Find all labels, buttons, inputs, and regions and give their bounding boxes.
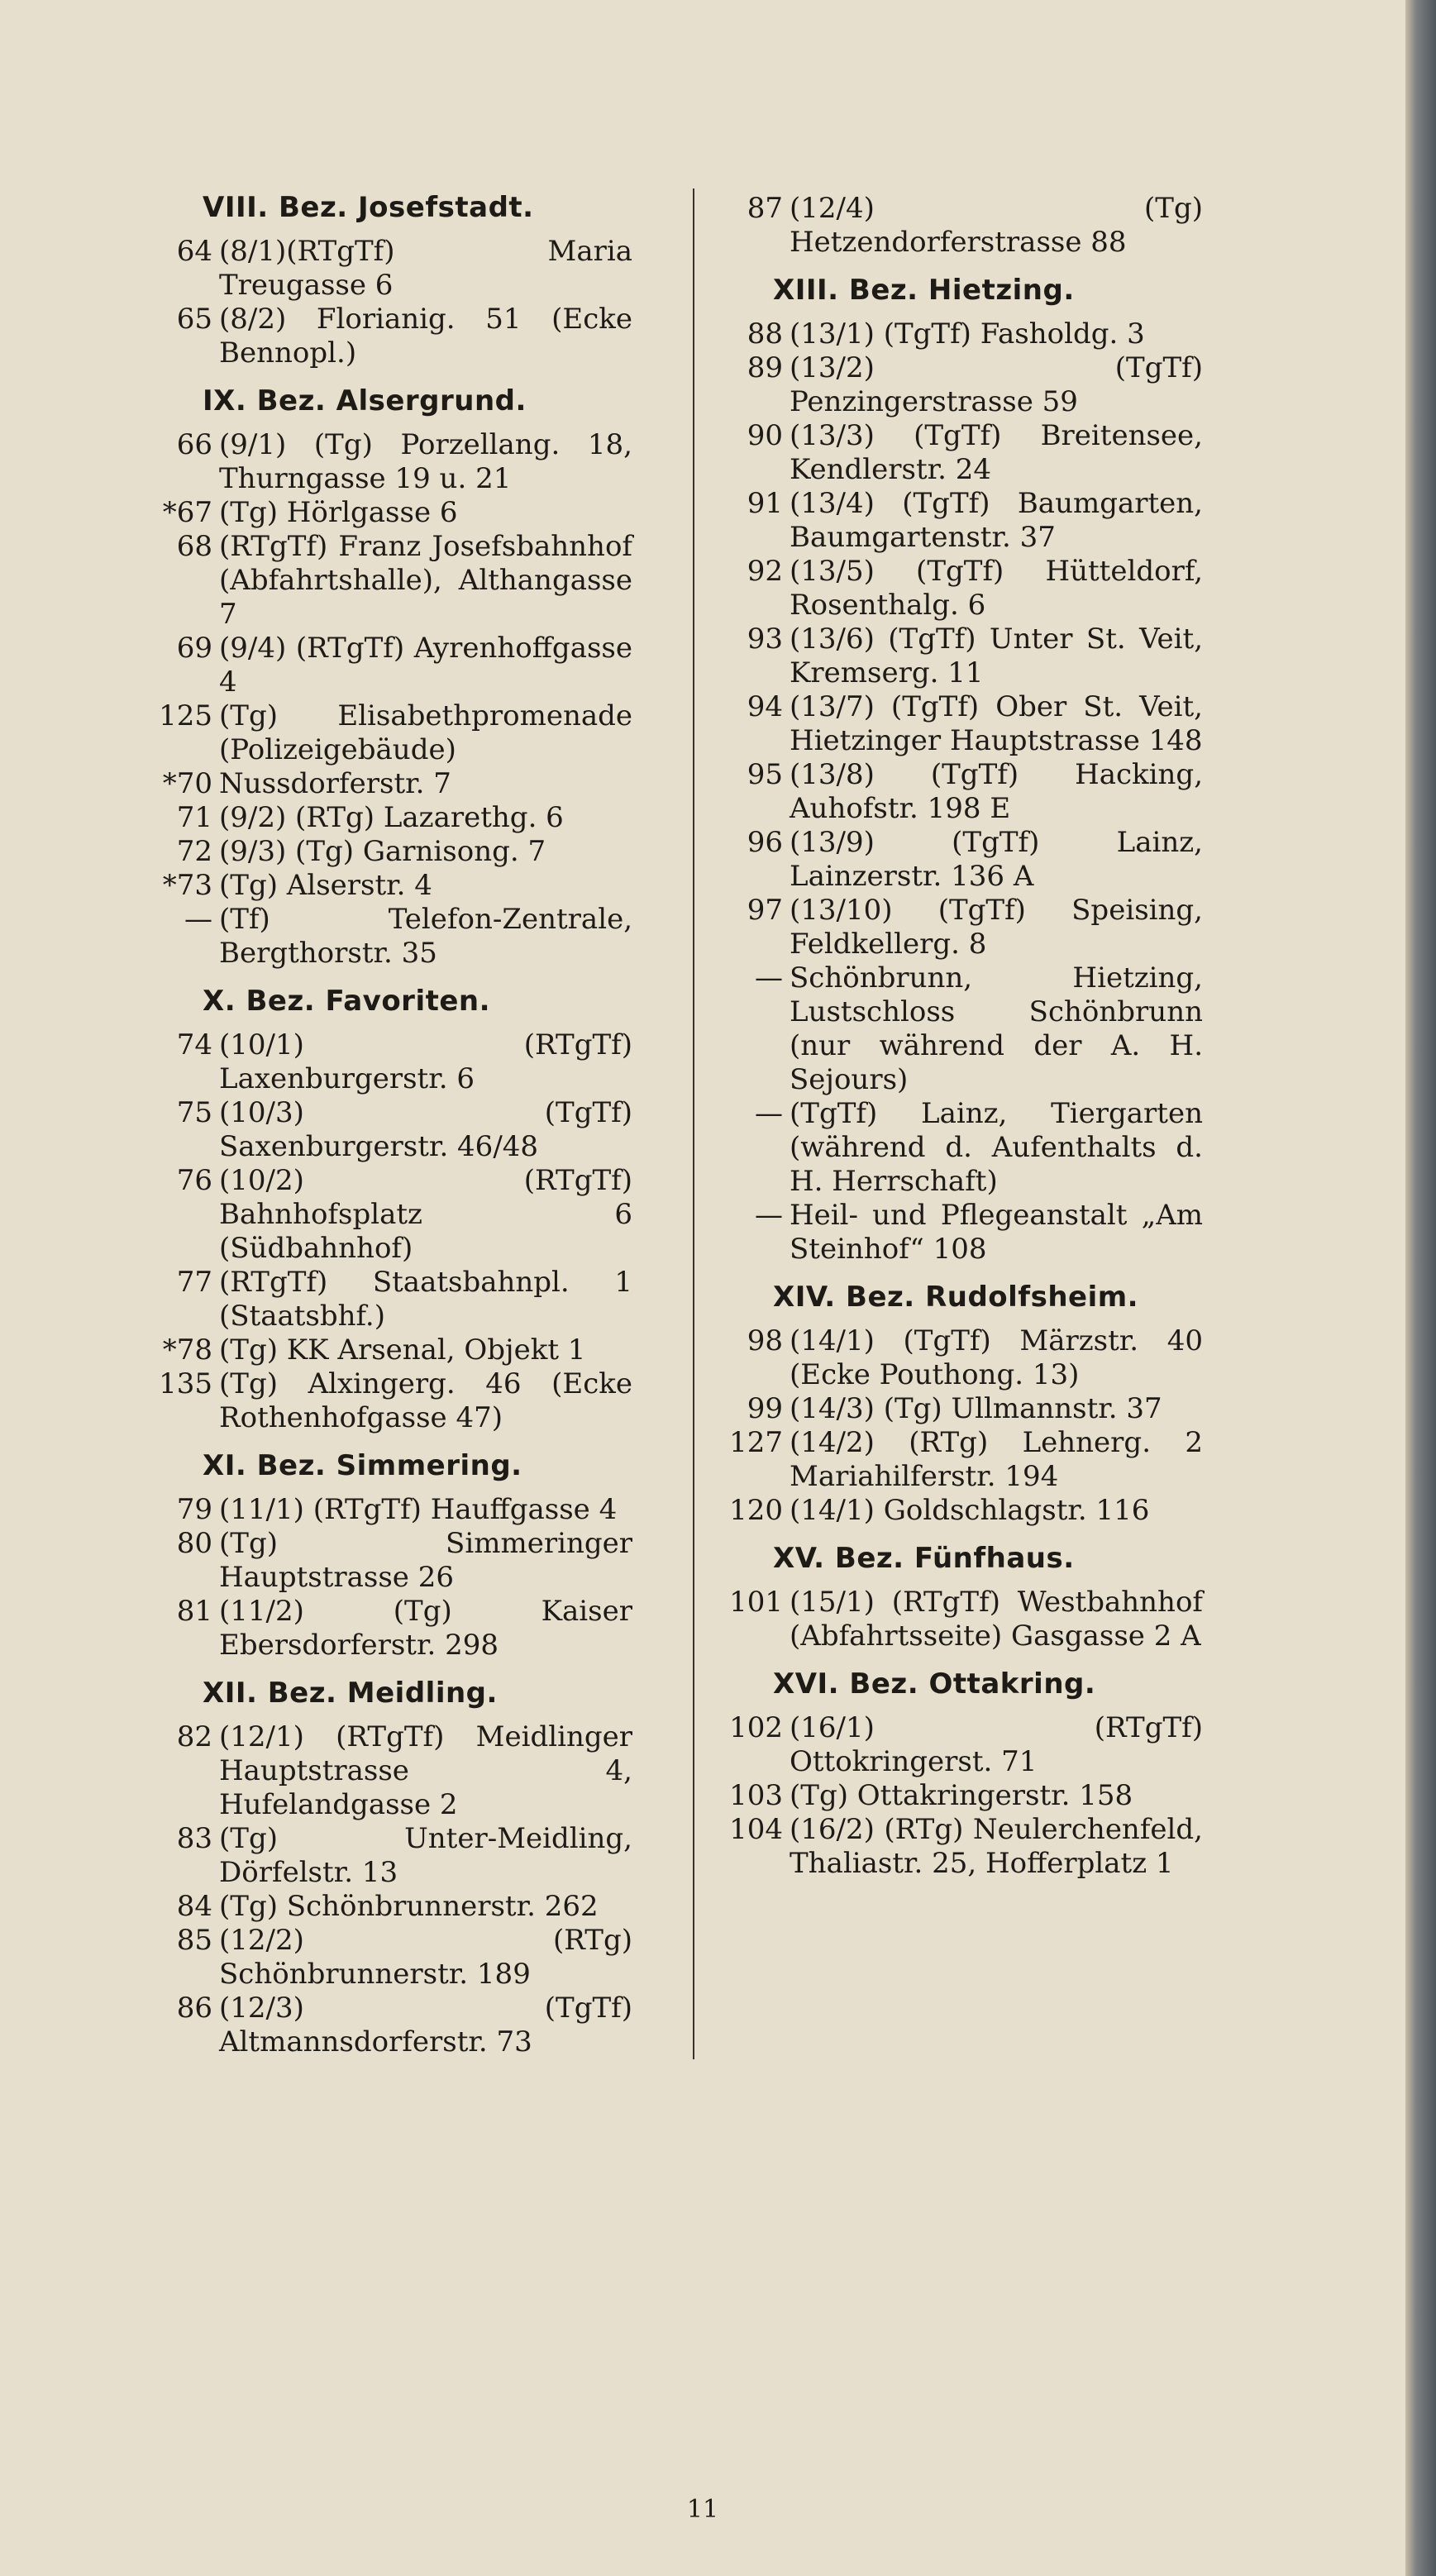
office-number: 75 (176, 1096, 212, 1129)
office-address: (13/7) (TgTf) Ober St. Veit, Hietzinger Hauptstrasse 148 (790, 690, 1203, 757)
office-entry (169, 303, 632, 370)
office-number: 81 (176, 1595, 212, 1628)
office-number: 98 (747, 1324, 783, 1357)
office-entry (740, 894, 1203, 961)
office-number: 71 (176, 801, 212, 834)
office-entry (740, 961, 1203, 1097)
office-number: 92 (747, 555, 783, 588)
office-entry (169, 1890, 632, 1924)
office-entry (169, 1720, 632, 1822)
office-address: (9/1) (Tg) Porzellang. 18, Thurngasse 19 u. 21 (219, 428, 632, 495)
office-address: (13/2) (TgTf) Penzingerstrasse 59 (790, 351, 1203, 418)
office-number: 69 (176, 632, 212, 665)
office-address: (13/8) (TgTf) Hacking, Auhofstr. 198 E (790, 758, 1203, 825)
office-number: 125 (159, 699, 212, 732)
office-entry (169, 530, 632, 632)
office-number: — (755, 1097, 783, 1130)
office-address: (12/2) (RTg) Schönbrunnerstr. 189 (219, 1924, 632, 1991)
office-number: 65 (176, 303, 212, 336)
office-address: (Tg) Alxingerg. 46 (Ecke Rothenhofgasse 47) (219, 1367, 632, 1434)
office-entry (169, 835, 632, 869)
office-entry (740, 487, 1203, 555)
office-address: (9/4) (RTgTf) Ayrenhoffgasse 4 (219, 632, 632, 699)
office-number: 84 (176, 1890, 212, 1923)
section-heading-xvi-bez-ottakring: XVI. Bez. Ottakring. (773, 1667, 1096, 1701)
office-entry (740, 351, 1203, 419)
office-entry (169, 1992, 632, 2059)
office-address: (11/1) (RTgTf) Hauffgasse 4 (219, 1493, 618, 1526)
office-entry (169, 1595, 632, 1662)
page-number: 11 (686, 2495, 719, 2524)
office-address: (14/1) Goldschlagstr. 116 (790, 1494, 1150, 1527)
office-entry (162, 869, 632, 903)
office-entry (169, 1822, 632, 1890)
office-entry (169, 1266, 632, 1333)
office-number: 82 (176, 1720, 212, 1753)
office-entry (159, 699, 632, 767)
office-address: Heil- und Pflegeanstalt „Am Steinhof“ 108 (790, 1199, 1203, 1266)
office-number: 72 (176, 835, 212, 868)
office-entry (169, 1096, 632, 1164)
office-number: 89 (747, 351, 783, 384)
office-entry (169, 1493, 632, 1527)
section-heading-xv-bez-f-nfhaus: XV. Bez. Fünfhaus. (773, 1542, 1075, 1575)
left-column (159, 191, 632, 2059)
office-number: — (184, 903, 212, 936)
office-address: (12/1) (RTgTf) Meidlinger Hauptstrasse 4, Hufelandgasse 2 (219, 1720, 632, 1821)
office-entry (740, 555, 1203, 623)
section-heading-xiv-bez-rudolfsheim: XIV. Bez. Rudolfsheim. (773, 1281, 1139, 1314)
office-address: (Tg) KK Arsenal, Objekt 1 (219, 1333, 586, 1367)
office-entry (162, 496, 632, 530)
office-entry (740, 192, 1203, 260)
office-entry (740, 1199, 1203, 1267)
office-number: 64 (176, 235, 212, 268)
office-address: (Tg) Alserstr. 4 (219, 869, 432, 902)
office-address: Nussdorferstr. 7 (219, 767, 451, 800)
office-number: 88 (747, 317, 783, 351)
office-entry (169, 1527, 632, 1595)
office-address: (Tg) Unter-Meidling, Dörfelstr. 13 (219, 1822, 632, 1889)
office-address: (8/1)(RTgTf) Maria Treugasse 6 (219, 235, 632, 302)
office-entry (740, 758, 1203, 826)
office-address: (16/2) (RTg) Neulerchenfeld, Thaliastr. 25, Hofferplatz 1 (790, 1813, 1203, 1880)
office-number: 96 (747, 826, 783, 859)
office-address: (8/2) Florianig. 51 (Ecke Bennopl.) (219, 303, 632, 370)
office-number: 91 (747, 487, 783, 520)
office-number: *67 (162, 496, 212, 529)
office-number: 74 (176, 1028, 212, 1061)
office-address: (14/3) (Tg) Ullmannstr. 37 (790, 1392, 1162, 1425)
office-address: (12/3) (TgTf) Altmannsdorferstr. 73 (219, 1992, 632, 2058)
office-entry (729, 1779, 1203, 1813)
office-address: (10/3) (TgTf) Saxenburgerstr. 46/48 (219, 1096, 632, 1163)
office-number: — (755, 961, 783, 995)
office-number: — (755, 1199, 783, 1232)
office-address: (Tg) Ottakringerstr. 158 (790, 1779, 1133, 1812)
section-heading-viii-bez-josefstadt: VIII. Bez. Josefstadt. (203, 191, 534, 224)
office-number: 86 (176, 1992, 212, 2025)
office-number: 94 (747, 690, 783, 723)
office-entry (169, 235, 632, 303)
office-number: 83 (176, 1822, 212, 1855)
office-entry (169, 903, 632, 971)
office-address: (13/10) (TgTf) Speising, Feldkellerg. 8 (790, 894, 1203, 961)
office-entry (729, 1586, 1203, 1653)
office-entry (159, 1367, 632, 1435)
office-entry (169, 428, 632, 496)
office-number: 77 (176, 1266, 212, 1299)
office-number: 66 (176, 428, 212, 461)
office-address: (Tf) Telefon-Zentrale, Bergthorstr. 35 (219, 903, 632, 970)
section-heading-xiii-bez-hietzing: XIII. Bez. Hietzing. (773, 274, 1075, 307)
office-address: (Tg) Hörlgasse 6 (219, 496, 458, 529)
office-address: Schönbrunn, Hietzing, Lustschloss Schönbrunn (nur während der A. H. Sejours) (790, 961, 1203, 1096)
office-number: 95 (747, 758, 783, 791)
office-address: (15/1) (RTgTf) Westbahnhof (Abfahrtsseite) Gasgasse 2 A (790, 1586, 1203, 1653)
office-address: (14/2) (RTg) Lehnerg. 2 Mariahilferstr. 194 (790, 1426, 1203, 1493)
office-entry (162, 1333, 632, 1367)
office-number: 99 (747, 1392, 783, 1425)
office-address: (Tg) Elisabethpromenade (Polizeigebäude) (219, 699, 632, 766)
office-address: (10/1) (RTgTf) Laxenburgerstr. 6 (219, 1028, 632, 1095)
office-number: 102 (729, 1711, 783, 1744)
office-address: (11/2) (Tg) Kaiser Ebersdorferstr. 298 (219, 1595, 632, 1662)
office-number: 127 (729, 1426, 783, 1459)
section-heading-xii-bez-meidling: XII. Bez. Meidling. (203, 1677, 498, 1710)
office-number: 76 (176, 1164, 212, 1197)
office-address: (RTgTf) Staatsbahnpl. 1 (Staatsbhf.) (219, 1266, 632, 1333)
office-address: (13/5) (TgTf) Hütteldorf, Rosenthalg. 6 (790, 555, 1203, 622)
office-number: 68 (176, 530, 212, 563)
office-entry (740, 317, 1203, 351)
office-address: (TgTf) Lainz, Tiergarten (während d. Aufenthalts d. H. Herrschaft) (790, 1097, 1203, 1198)
office-address: (13/3) (TgTf) Breitensee, Kendlerstr. 24 (790, 419, 1203, 486)
office-address: (13/1) (TgTf) Fasholdg. 3 (790, 317, 1145, 351)
section-heading-xi-bez-simmering: XI. Bez. Simmering. (203, 1449, 522, 1482)
office-entry (740, 1392, 1203, 1426)
office-entry (162, 767, 632, 801)
office-address: (13/6) (TgTf) Unter St. Veit, Kremserg. 11 (790, 623, 1203, 689)
office-number: 97 (747, 894, 783, 927)
office-number: 103 (729, 1779, 783, 1812)
office-entry (169, 1164, 632, 1266)
office-address: (Tg) Simmeringer Hauptstrasse 26 (219, 1527, 632, 1594)
office-entry (740, 623, 1203, 690)
office-number: 120 (729, 1494, 783, 1527)
office-entry (740, 690, 1203, 758)
office-number: 135 (159, 1367, 212, 1400)
office-number: 90 (747, 419, 783, 452)
office-entry (740, 419, 1203, 487)
office-address: (12/4) (Tg) Hetzendorferstrasse 88 (790, 192, 1203, 259)
book-spine (1405, 0, 1436, 2576)
office-entry (169, 801, 632, 835)
office-entry (169, 632, 632, 699)
office-number: 93 (747, 623, 783, 656)
office-address: (9/3) (Tg) Garnisong. 7 (219, 835, 546, 868)
office-number: 85 (176, 1924, 212, 1957)
office-number: *70 (162, 767, 212, 800)
office-entry (740, 1324, 1203, 1392)
office-address: (14/1) (TgTf) Märzstr. 40 (Ecke Pouthong. 13) (790, 1324, 1203, 1391)
office-number: 101 (729, 1586, 783, 1619)
office-entry (169, 1924, 632, 1992)
office-entry (729, 1711, 1203, 1779)
right-column (729, 192, 1203, 1881)
section-heading-ix-bez-alsergrund: IX. Bez. Alsergrund. (203, 384, 527, 417)
office-address: (10/2) (RTgTf) Bahnhofsplatz 6 (Südbahnhof) (219, 1164, 632, 1265)
office-number: 104 (729, 1813, 783, 1846)
office-address: (13/9) (TgTf) Lainz, Lainzerstr. 136 A (790, 826, 1203, 893)
office-address: (9/2) (RTg) Lazarethg. 6 (219, 801, 564, 834)
office-number: *73 (162, 869, 212, 902)
office-number: *78 (162, 1333, 212, 1367)
office-entry (729, 1494, 1203, 1528)
section-heading-x-bez-favoriten: X. Bez. Favoriten. (203, 985, 491, 1018)
office-address: (16/1) (RTgTf) Ottokringerst. 71 (790, 1711, 1203, 1778)
office-entry (729, 1813, 1203, 1881)
office-number: 79 (176, 1493, 212, 1526)
office-entry (740, 826, 1203, 894)
office-entry (740, 1097, 1203, 1199)
office-entry (169, 1028, 632, 1096)
office-address: (RTgTf) Franz Josefsbahnhof (Abfahrtshalle), Althangasse 7 (219, 530, 632, 631)
office-address: (Tg) Schönbrunnerstr. 262 (219, 1890, 599, 1923)
office-number: 80 (176, 1527, 212, 1560)
office-entry (729, 1426, 1203, 1494)
office-number: 87 (747, 192, 783, 225)
office-address: (13/4) (TgTf) Baumgarten, Baumgartenstr. 37 (790, 487, 1203, 554)
column-divider (693, 188, 694, 2059)
